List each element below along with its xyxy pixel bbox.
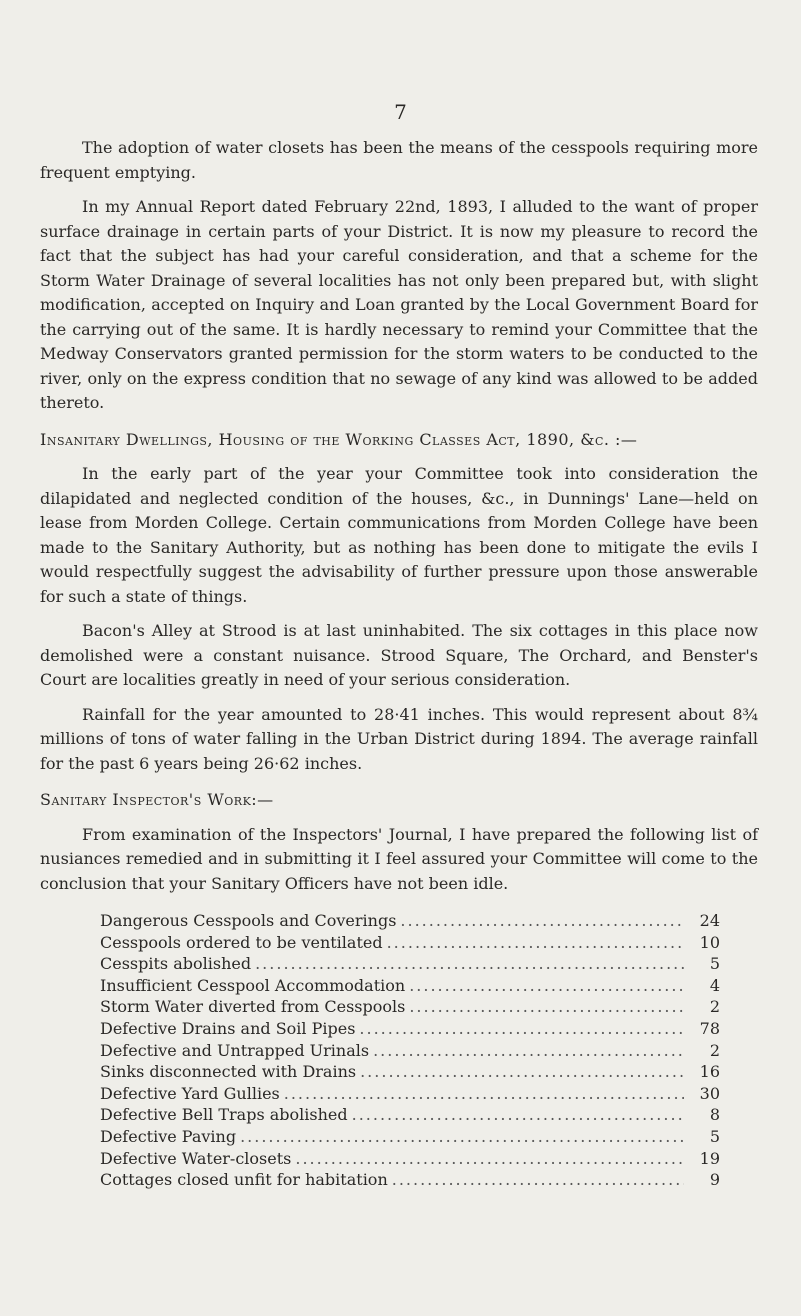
paragraph-bacons-alley: Bacon's Alley at Strood is at last uninhabited. The six cottages in this place now demolished were a constant nuisance. Strood Square, The Orchard, and Benster's Court are localities greatly in need of your serious consideration. (40, 621, 758, 689)
list-item-count: 9 (709, 1170, 720, 1190)
paragraph-dunnings-lane: In the early part of the year your Committee took into consideration the dilapidated and neglected condition of the houses, &c., in Dunnings' Lane—held on lease from Morden College. Certain communications from Morden College have been made to the Sanitary Authority, but as nothing has been done to mitigate the evils I would respectfully suggest the advisability of further pressure upon those answerable for such a state of things. (40, 464, 758, 606)
paragraph-surface-drainage: In my Annual Report dated February 22nd, 1893, I alluded to the want of proper surface drainage in certain parts of your District. It is now my pleasure to record the fact that the subject has had your careful consideration, and that a scheme for the Storm Water Drainage of several localities has not only been prepared but, with slight modification, accepted on Inquiry and Loan granted by the Local Government Board for the carrying out of the same. It is hardly necessary to remind your Committee that the Medway Conservators granted permission for the storm waters to be conducted to the river, only on the express condition that no sewage of any kind was allowed to be added thereto. (40, 197, 758, 412)
list-item-count: 8 (709, 1105, 720, 1125)
list-item-count: 19 (699, 1148, 720, 1168)
list-item-label: Insufficient Cesspool Accommodation (100, 975, 406, 995)
dot-leader (400, 910, 684, 932)
list-item-label: Cottages closed unfit for habitation (100, 1170, 388, 1190)
list-item-count: 16 (699, 1062, 720, 1082)
list-item-count: 5 (709, 1126, 720, 1146)
paragraph-inspectors-journal: From examination of the Inspectors' Journal, I have prepared the following list of nusiances remedied and in submitting it I feel assured your Committee will come to the conclusion that your Sanitary Officers have not been idle. (40, 824, 758, 893)
dot-leader (387, 932, 684, 954)
list-item-count: 4 (709, 975, 720, 995)
list-item-label: Defective and Untrapped Urinals (100, 1040, 370, 1060)
list-item-label: Defective Paving (100, 1126, 237, 1146)
list-item-label: Storm Water diverted from Cesspools (100, 997, 406, 1017)
list-item-count: 30 (699, 1083, 720, 1103)
dot-leader (409, 996, 684, 1018)
list-item-label: Defective Yard Gullies (100, 1083, 280, 1103)
dot-leader (295, 1148, 684, 1170)
list-item-count: 2 (709, 997, 720, 1017)
list-item (100, 1126, 720, 1148)
page-number: 7 (394, 100, 407, 124)
list-item (100, 996, 720, 1018)
list-item-label: Cesspools ordered to be ventilated (100, 932, 383, 952)
dot-leader (360, 1061, 684, 1083)
paragraph-water-closets: The adoption of water closets has been the means of the cesspools requiring more frequent emptying. (40, 138, 758, 182)
heading-sanitary-inspector: Sanitary Inspector's Work:— (40, 790, 274, 809)
list-item (100, 1169, 720, 1191)
list-item-label: Defective Bell Traps abolished (100, 1105, 348, 1125)
dot-leader (373, 1040, 684, 1062)
body-text (40, 136, 758, 1191)
list-item-count: 5 (709, 954, 720, 974)
list-item-label: Dangerous Cesspools and Coverings (100, 911, 397, 930)
list-item-label: Cesspits abolished (100, 954, 252, 974)
list-item (100, 953, 720, 975)
list-item (100, 1148, 720, 1170)
list-item-label: Defective Drains and Soil Pipes (100, 1018, 356, 1038)
dot-leader (284, 1083, 684, 1105)
list-item (100, 1040, 720, 1062)
list-item (100, 932, 720, 954)
list-item (100, 1104, 720, 1126)
dot-leader (409, 975, 684, 997)
list-item-count: 2 (709, 1040, 720, 1060)
list-item (100, 1018, 720, 1040)
dot-leader (352, 1104, 684, 1126)
list-item (100, 910, 720, 932)
dot-leader (359, 1018, 684, 1040)
dot-leader (392, 1169, 684, 1191)
dot-leader (255, 953, 684, 975)
list-item-label: Defective Water-closets (100, 1148, 292, 1168)
list-item (100, 975, 720, 997)
list-item (100, 1083, 720, 1105)
list-item-count: 10 (699, 932, 720, 952)
list-item-label: Sinks disconnected with Drains (100, 1062, 357, 1082)
list-item-count: 78 (699, 1018, 720, 1038)
list-item-count: 24 (699, 911, 720, 930)
nuisances-list (100, 910, 720, 1191)
heading-insanitary-dwellings: Insanitary Dwellings, Housing of the Working Classes Act, 1890, &c. :— (40, 429, 638, 449)
dot-leader (240, 1126, 684, 1148)
list-item (100, 1061, 720, 1083)
paragraph-rainfall: Rainfall for the year amounted to 28·41 inches. This would represent about 8¾ millions of tons of water falling in the Urban District during 1894. The average rainfall for the past 6 years being 26·62 inches. (40, 704, 758, 773)
